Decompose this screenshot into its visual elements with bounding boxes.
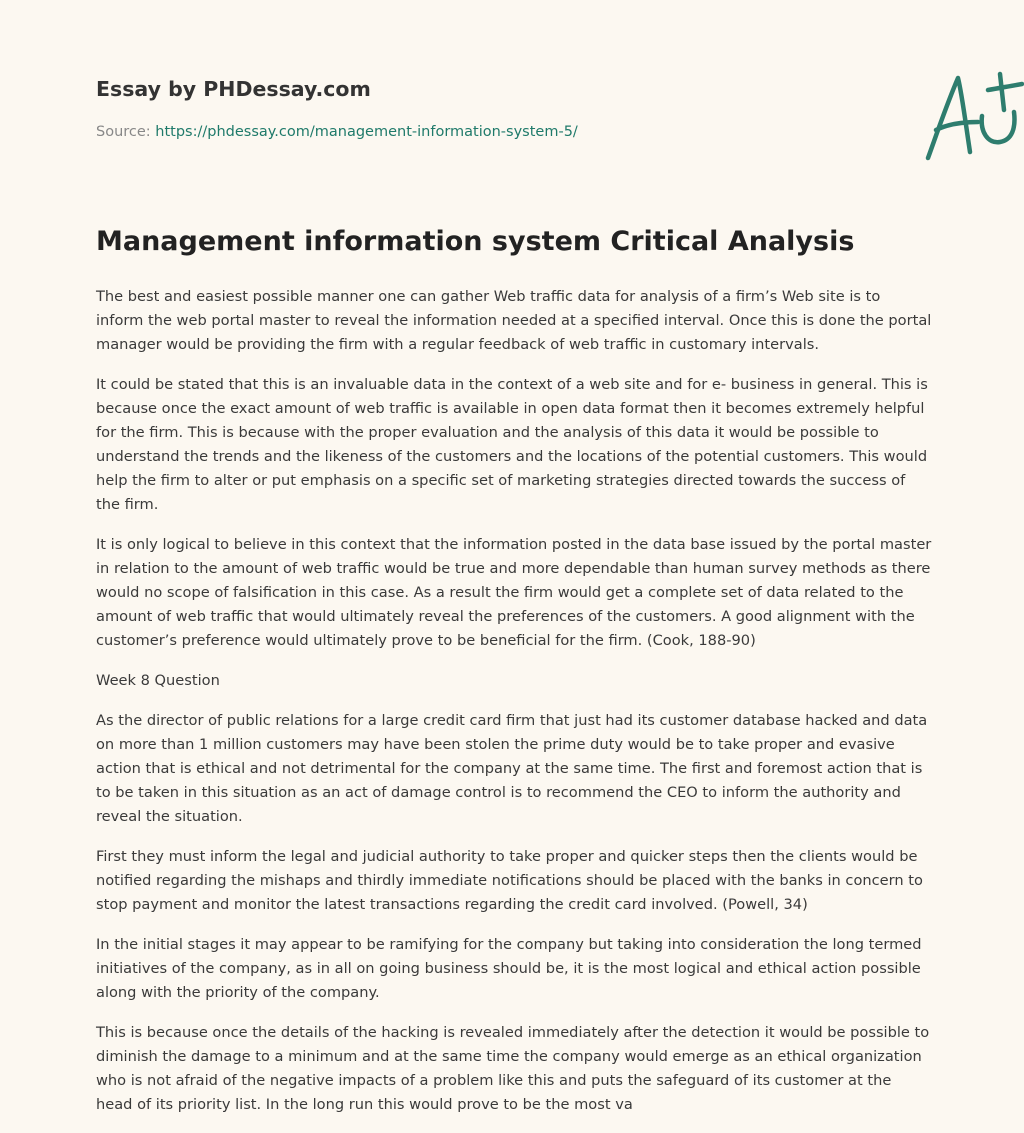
source-link[interactable]: https://phdessay.com/management-information-system-5/	[155, 124, 578, 140]
essay-paragraph: It could be stated that this is an invaluable data in the context of a web site and for e- business in general. This is because once the exact amount of web traffic is available in open data format then it becomes extremely helpful for the firm. This is because with the proper evaluation and the analysis of this data it would be possible to understand the trends and the likeness of the customers and the locations of the potential customers. This would help the firm to alter or put emphasis on a specific set of marketing strategies directed towards the success of the firm.	[96, 376, 928, 513]
essay-paragraph: First they must inform the legal and judicial authority to take proper and quicker steps then the clients would be notified regarding the mishaps and thirdly immediate notifications should be placed with the banks in concern to stop payment and monitor the latest transactions regarding the credit card involved. (Powell, 34)	[96, 848, 923, 913]
source-line	[96, 124, 578, 140]
a-plus-logo-icon	[918, 66, 1024, 166]
essay-paragraph: This is because once the details of the hacking is revealed immediately after the detection it would be possible to diminish the damage to a minimum and at the same time the company would emerge as an ethical organization who is not afraid of the negative impacts of a problem like this and puts the safeguard of its customer at the head of its priority list. In the long run this would prove to be the most va	[96, 1024, 930, 1113]
essay-paragraph: As the director of public relations for a large credit card firm that just had its customer database hacked and data on more than 1 million customers may have been stolen the prime duty would be to take proper and evasive action that is ethical and not detrimental for the company at the same time. The first and foremost action that is to be taken in this situation as an act of damage control is to recommend the CEO to inform the authority and reveal the situation.	[96, 712, 928, 825]
section-heading: Week 8 Question	[96, 672, 220, 689]
essay-body	[96, 285, 932, 1133]
brand-title: Essay by PHDessay.com	[96, 77, 371, 101]
source-label: Source:	[96, 124, 156, 140]
essay-paragraph: It is only logical to believe in this context that the information posted in the data base issued by the portal master in relation to the amount of web traffic would be true and more dependable than human survey methods as there would no scope of falsification in this case. As a result the firm would get a complete set of data related to the amount of web traffic that would ultimately reveal the preferences of the customers. A good alignment with the customer’s preference would ultimately prove to be beneficial for the firm. (Cook, 188-90)	[96, 536, 932, 649]
essay-title: Management information system Critical Analysis	[96, 226, 855, 257]
essay-paragraph: In the initial stages it may appear to be ramifying for the company but taking into consideration the long termed initiatives of the company, as in all on going business should be, it is the most logical and ethical action possible along with the priority of the company.	[96, 936, 922, 1001]
essay-paragraph: The best and easiest possible manner one can gather Web traffic data for analysis of a firm’s Web site is to inform the web portal master to reveal the information needed at a specified interval. Once this is done the portal manager would be providing the firm with a regular feedback of web traffic in customary intervals.	[96, 288, 932, 353]
